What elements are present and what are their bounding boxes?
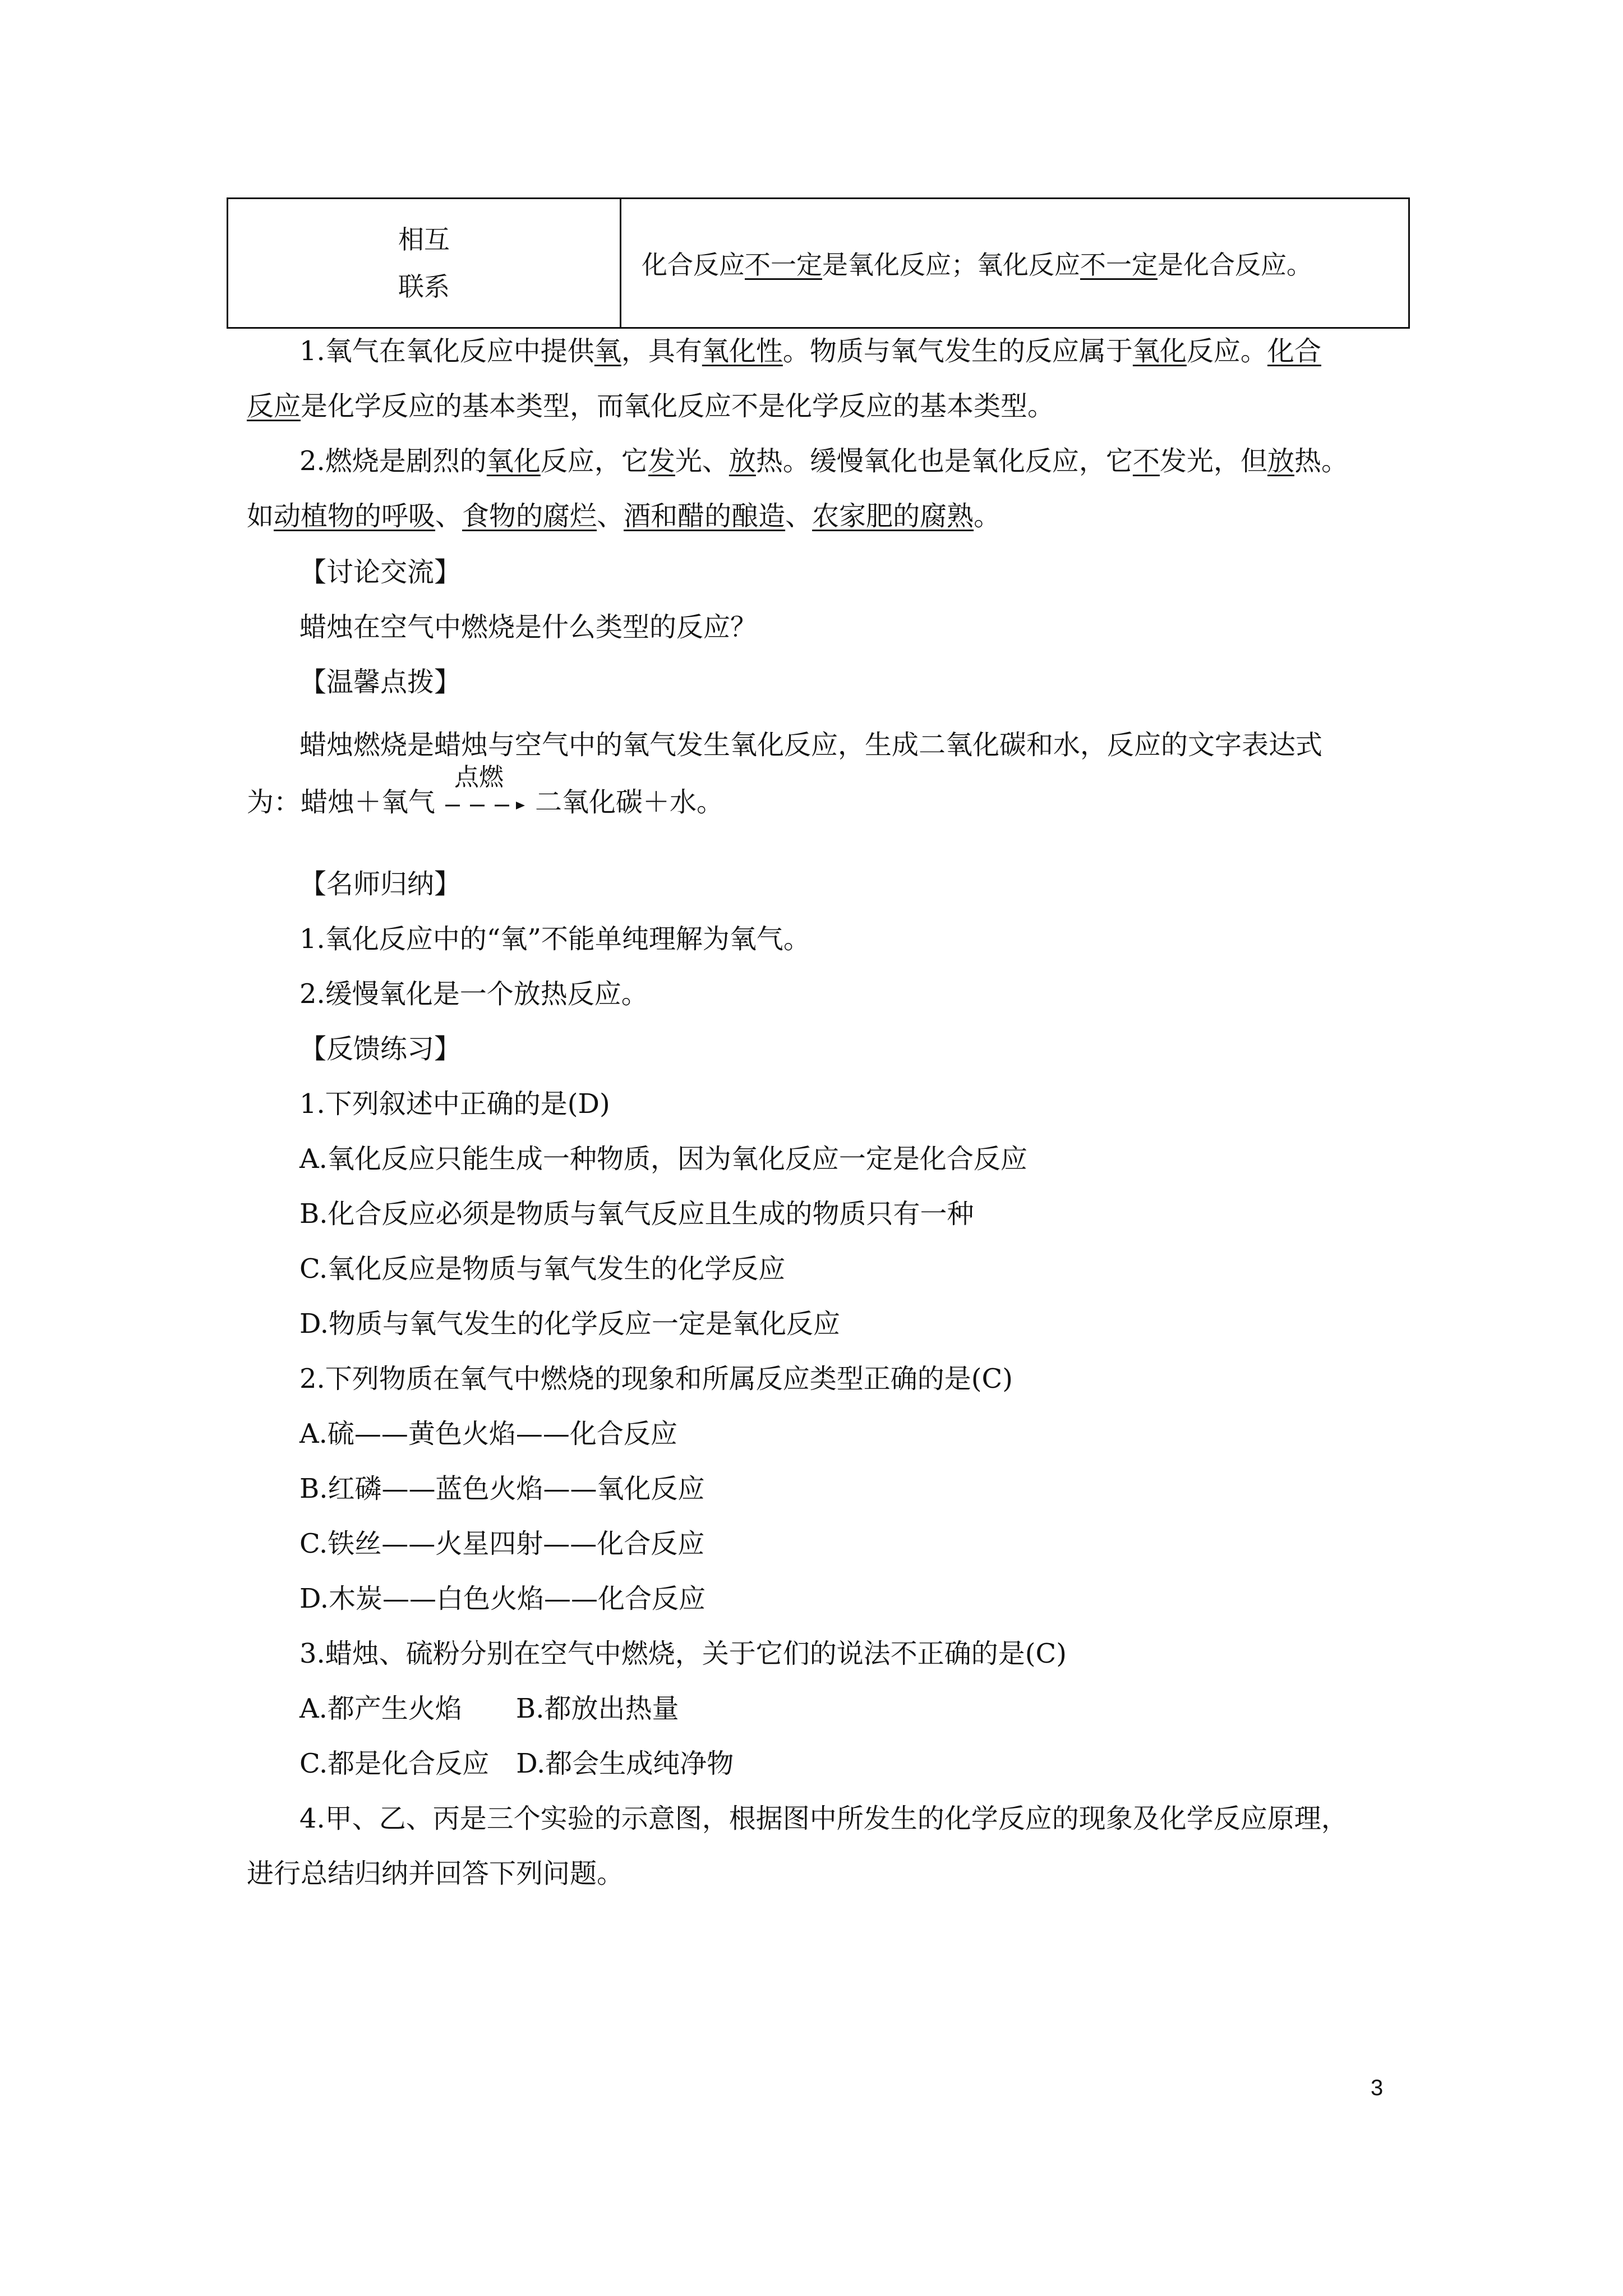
text-span: 、 <box>785 500 813 532</box>
text-span: 化合反应 <box>642 250 745 280</box>
question-1-option-b: B.化合反应必须是物质与氧气反应且生成的物质只有一种 <box>299 1198 974 1230</box>
underlined-answer: 放 <box>728 445 756 477</box>
underlined-answer: 食物的腐烂 <box>462 500 597 532</box>
question-4-line2: 进行总结归纳并回答下列问题。 <box>247 1858 624 1889</box>
underlined-answer: 不 <box>1132 445 1160 477</box>
table-header-cell <box>228 199 621 328</box>
text-span: 热。缓慢氧化也是氧化反应，它 <box>755 445 1133 477</box>
text-span: ，具有 <box>621 335 702 367</box>
summary-item-2: 2.缓慢氧化是一个放热反应。 <box>299 978 648 1010</box>
text-span: 反应。 <box>1186 335 1267 367</box>
para1-line1 <box>299 334 1321 368</box>
underlined-answer: 农家肥的腐熟 <box>812 500 974 532</box>
text-span: 是化合反应。 <box>1158 250 1312 280</box>
question-1-option-a: A.氧化反应只能生成一种物质，因为氧化反应一定是化合反应 <box>299 1143 1027 1175</box>
text-span: 发光，但 <box>1159 445 1267 477</box>
underlined-answer: 反应 <box>247 390 301 422</box>
discussion-question: 蜡烛在空气中燃烧是什么类型的反应？ <box>299 611 758 643</box>
relation-table <box>227 197 1410 329</box>
underlined-answer: 酒和醋的酿造 <box>624 500 786 532</box>
underlined-answer: 化合 <box>1267 335 1321 367</box>
question-2-option-d: D.木炭——白色火焰——化合反应 <box>299 1583 706 1614</box>
feedback-heading: 【反馈练习】 <box>299 1033 462 1065</box>
header-line-2: 联系 <box>398 272 450 302</box>
table-body-cell <box>621 199 1409 328</box>
question-1: 1.下列叙述中正确的是(D) <box>299 1088 610 1120</box>
table-row <box>228 199 1409 328</box>
para2-line1 <box>299 444 1348 478</box>
discussion-heading: 【讨论交流】 <box>299 556 462 588</box>
question-2-option-a: A.硫——黄色火焰——化合反应 <box>299 1418 677 1450</box>
arrow-icon <box>443 800 527 811</box>
text-span: 。物质与氧气发生的反应属于 <box>782 335 1133 367</box>
question-3-options-cd: C.都是化合反应 D.都会生成纯净物 <box>299 1748 734 1779</box>
question-3: 3.蜡烛、硫粉分别在空气中燃烧，关于它们的说法不正确的是(C) <box>299 1638 1067 1669</box>
question-3-options-ab: A.都产生火焰 B.都放出热量 <box>299 1693 679 1724</box>
summary-heading: 【名师归纳】 <box>299 868 462 900</box>
underlined-answer: 氧化 <box>486 445 541 477</box>
para2-line2 <box>247 499 1000 533</box>
text-span: 、 <box>597 500 624 532</box>
header-line-1: 相互 <box>398 224 450 255</box>
para1-line2 <box>247 389 1054 423</box>
reaction-arrow <box>443 763 527 819</box>
question-2: 2.下列物质在氧气中燃烧的现象和所属反应类型正确的是(C) <box>299 1363 1013 1395</box>
reaction-condition: 点燃 <box>454 763 504 792</box>
question-1-option-d: D.物质与氧气发生的化学反应一定是氧化反应 <box>299 1308 841 1340</box>
text-span: 1.氧气在氧化反应中提供 <box>299 335 594 367</box>
question-1-option-c: C.氧化反应是物质与氧气发生的化学反应 <box>299 1253 786 1285</box>
underlined-answer: 氧 <box>594 335 621 367</box>
equation-reactants: 为：蜡烛＋氧气 <box>247 786 436 818</box>
underlined-answer: 不一定 <box>745 250 822 280</box>
equation-products: 二氧化碳＋水。 <box>535 786 724 818</box>
underlined-answer: 动植物的呼吸 <box>274 500 436 532</box>
page-number: 3 <box>1371 2076 1384 2100</box>
word-equation <box>247 763 724 819</box>
text-span: 反应，它 <box>540 445 648 477</box>
hint-heading: 【温馨点拨】 <box>299 666 462 698</box>
question-2-option-b: B.红磷——蓝色火焰——氧化反应 <box>299 1473 705 1504</box>
text-span: 如 <box>247 500 274 532</box>
question-2-option-c: C.铁丝——火星四射——化合反应 <box>299 1528 705 1559</box>
underlined-answer: 放 <box>1267 445 1294 477</box>
text-span: 、 <box>435 500 463 532</box>
text-span: 热。 <box>1294 445 1348 477</box>
question-4-line1: 4.甲、乙、丙是三个实验的示意图，根据图中所发生的化学反应的现象及化学反应原理， <box>299 1803 1348 1834</box>
underlined-answer: 氧化 <box>1132 335 1187 367</box>
text-span: 是化学反应的基本类型，而氧化反应不是化学反应的基本类型。 <box>301 390 1055 422</box>
text-span: 。 <box>974 500 1001 532</box>
summary-item-1: 1.氧化反应中的“氧”不能单纯理解为氧气。 <box>299 923 810 955</box>
text-span: 是氧化反应；氧化反应 <box>822 250 1080 280</box>
underlined-answer: 发 <box>648 445 675 477</box>
hint-line1: 蜡烛燃烧是蜡烛与空气中的氧气发生氧化反应，生成二氧化碳和水，反应的文字表达式 <box>299 729 1323 761</box>
text-span: 2.燃烧是剧烈的 <box>299 445 487 477</box>
underlined-answer: 氧化性 <box>702 335 783 367</box>
text-span: 光、 <box>675 445 729 477</box>
underlined-answer: 不一定 <box>1080 250 1158 280</box>
